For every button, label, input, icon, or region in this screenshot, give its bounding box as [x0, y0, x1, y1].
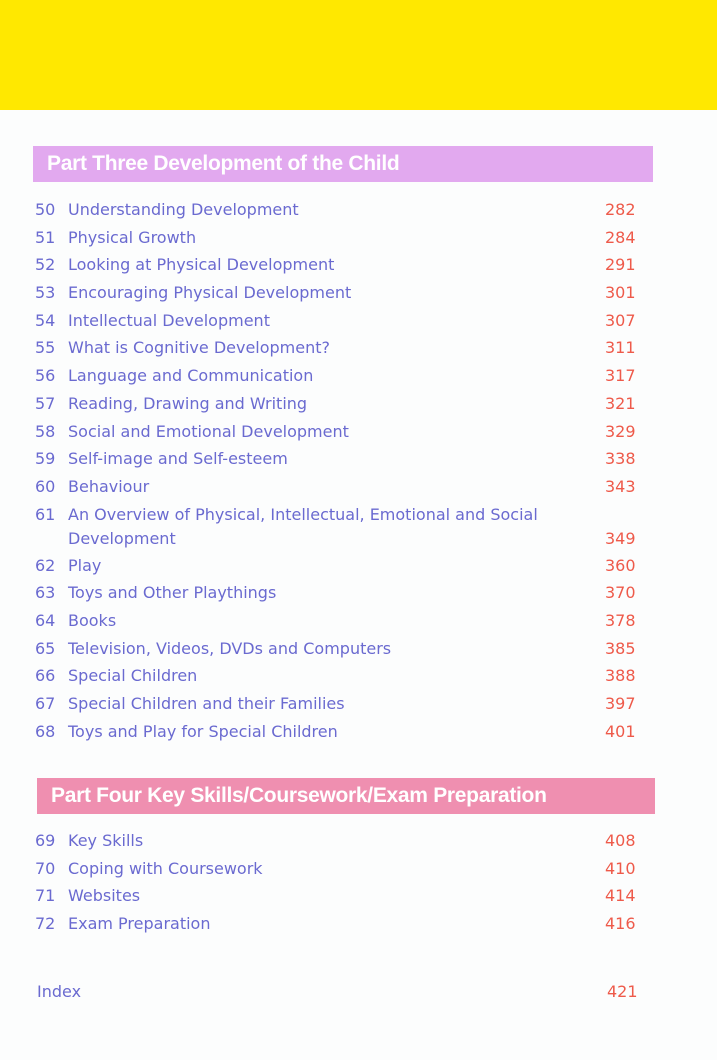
toc-entry[interactable]	[0, 309, 717, 337]
chapter-number: 50	[35, 200, 56, 219]
toc-entry[interactable]	[0, 364, 717, 392]
chapter-number: 61	[35, 504, 56, 524]
chapter-title: Websites	[68, 886, 141, 906]
toc-entry[interactable]	[0, 475, 717, 503]
chapter-number: 59	[35, 449, 56, 469]
index-entry[interactable]	[0, 980, 717, 1004]
page-number: 401	[605, 721, 636, 741]
chapter-number: 71	[35, 886, 56, 906]
page-number: 410	[605, 858, 636, 878]
page-number: 307	[605, 310, 636, 330]
toc-entry[interactable]	[0, 447, 717, 475]
page-number: 360	[605, 555, 636, 575]
toc-entry[interactable]	[0, 692, 717, 720]
page-number: 378	[605, 610, 636, 630]
chapter-number: 63	[35, 583, 56, 603]
chapter-number: 67	[35, 694, 56, 713]
toc-entry[interactable]	[0, 829, 717, 857]
toc-entry[interactable]	[0, 609, 717, 637]
page-number: 414	[605, 886, 636, 906]
part-three-toc	[0, 198, 717, 747]
chapter-title: Toys and Other Playthings	[68, 583, 277, 603]
chapter-title: Social and Emotional Development	[68, 421, 349, 441]
toc-entry[interactable]	[0, 198, 717, 226]
toc-entry[interactable]	[0, 554, 717, 582]
chapter-number: 68	[35, 721, 56, 741]
page-number: 301	[605, 283, 636, 303]
page-number: 388	[605, 666, 636, 686]
toc-entry[interactable]	[0, 336, 717, 364]
chapter-number: 70	[35, 858, 56, 878]
page-number: 311	[605, 338, 636, 358]
chapter-number: 65	[35, 638, 56, 658]
page-number: 321	[605, 393, 636, 413]
part-three-heading: Part Three Development of the Child	[33, 146, 653, 182]
toc-entry[interactable]	[0, 420, 717, 448]
chapter-number: 58	[35, 421, 56, 441]
part-four-toc	[0, 829, 717, 940]
page-number: 338	[605, 449, 636, 469]
page-number: 291	[605, 255, 636, 275]
chapter-number: 64	[35, 610, 56, 630]
chapter-title: Toys and Play for Special Children	[68, 721, 338, 741]
chapter-title: Understanding Development	[68, 200, 299, 219]
page-number: 385	[605, 638, 636, 658]
toc-entry[interactable]	[0, 884, 717, 912]
chapter-number: 72	[35, 914, 56, 934]
chapter-number: 56	[35, 366, 56, 386]
toc-entry[interactable]	[0, 392, 717, 420]
chapter-title: Language and Communication	[68, 366, 314, 386]
page-number: 284	[605, 227, 636, 247]
chapter-title: Exam Preparation	[68, 914, 211, 934]
chapter-number: 69	[35, 831, 56, 850]
page-number: 416	[605, 914, 636, 934]
chapter-title: Physical Growth	[68, 227, 197, 247]
chapter-title: Encouraging Physical Development	[68, 283, 352, 303]
toc-entry[interactable]	[0, 281, 717, 309]
index-page-number: 421	[607, 982, 638, 1001]
chapter-number: 52	[35, 255, 56, 275]
chapter-number: 62	[35, 555, 56, 575]
chapter-title: Reading, Drawing and Writing	[68, 393, 308, 413]
chapter-title: An Overview of Physical, Intellectual, Emotional and Social Development	[68, 504, 538, 548]
chapter-number: 53	[35, 283, 56, 303]
chapter-title: Self-image and Self-esteem	[68, 449, 288, 469]
chapter-title: Books	[68, 610, 117, 630]
chapter-number: 51	[35, 227, 56, 247]
toc-entry[interactable]	[0, 503, 717, 554]
page-number: 317	[605, 366, 636, 386]
chapter-title: Special Children	[68, 666, 198, 686]
chapter-title: What is Cognitive Development?	[68, 338, 331, 358]
toc-entry[interactable]	[0, 720, 717, 748]
chapter-title: Special Children and their Families	[68, 694, 345, 713]
toc-entry[interactable]	[0, 253, 717, 281]
chapter-title: Coping with Coursework	[68, 858, 263, 878]
toc-entry[interactable]	[0, 637, 717, 665]
chapter-title: Behaviour	[68, 476, 150, 496]
chapter-number: 60	[35, 476, 56, 496]
page-number: 408	[605, 831, 636, 850]
chapter-number: 54	[35, 310, 56, 330]
toc-entry[interactable]	[0, 581, 717, 609]
part-four-heading: Part Four Key Skills/Coursework/Exam Preparation	[37, 778, 655, 814]
chapter-title: Intellectual Development	[68, 310, 270, 330]
page-number: 343	[605, 476, 636, 496]
chapter-title: Play	[68, 555, 102, 575]
chapter-title: Looking at Physical Development	[68, 255, 335, 275]
page-number: 349	[605, 528, 636, 548]
chapter-number: 66	[35, 666, 56, 686]
toc-entry[interactable]	[0, 226, 717, 254]
page-number: 370	[605, 583, 636, 603]
page-number: 282	[605, 200, 636, 219]
chapter-number: 57	[35, 393, 56, 413]
toc-entry[interactable]	[0, 664, 717, 692]
toc-entry[interactable]	[0, 912, 717, 940]
top-color-band	[0, 0, 717, 110]
toc-entry[interactable]	[0, 857, 717, 885]
chapter-number: 55	[35, 338, 56, 358]
page-number: 397	[605, 694, 636, 713]
chapter-title: Television, Videos, DVDs and Computers	[68, 638, 392, 658]
page-number: 329	[605, 421, 636, 441]
chapter-title: Key Skills	[68, 831, 144, 850]
index-label: Index	[37, 982, 82, 1001]
